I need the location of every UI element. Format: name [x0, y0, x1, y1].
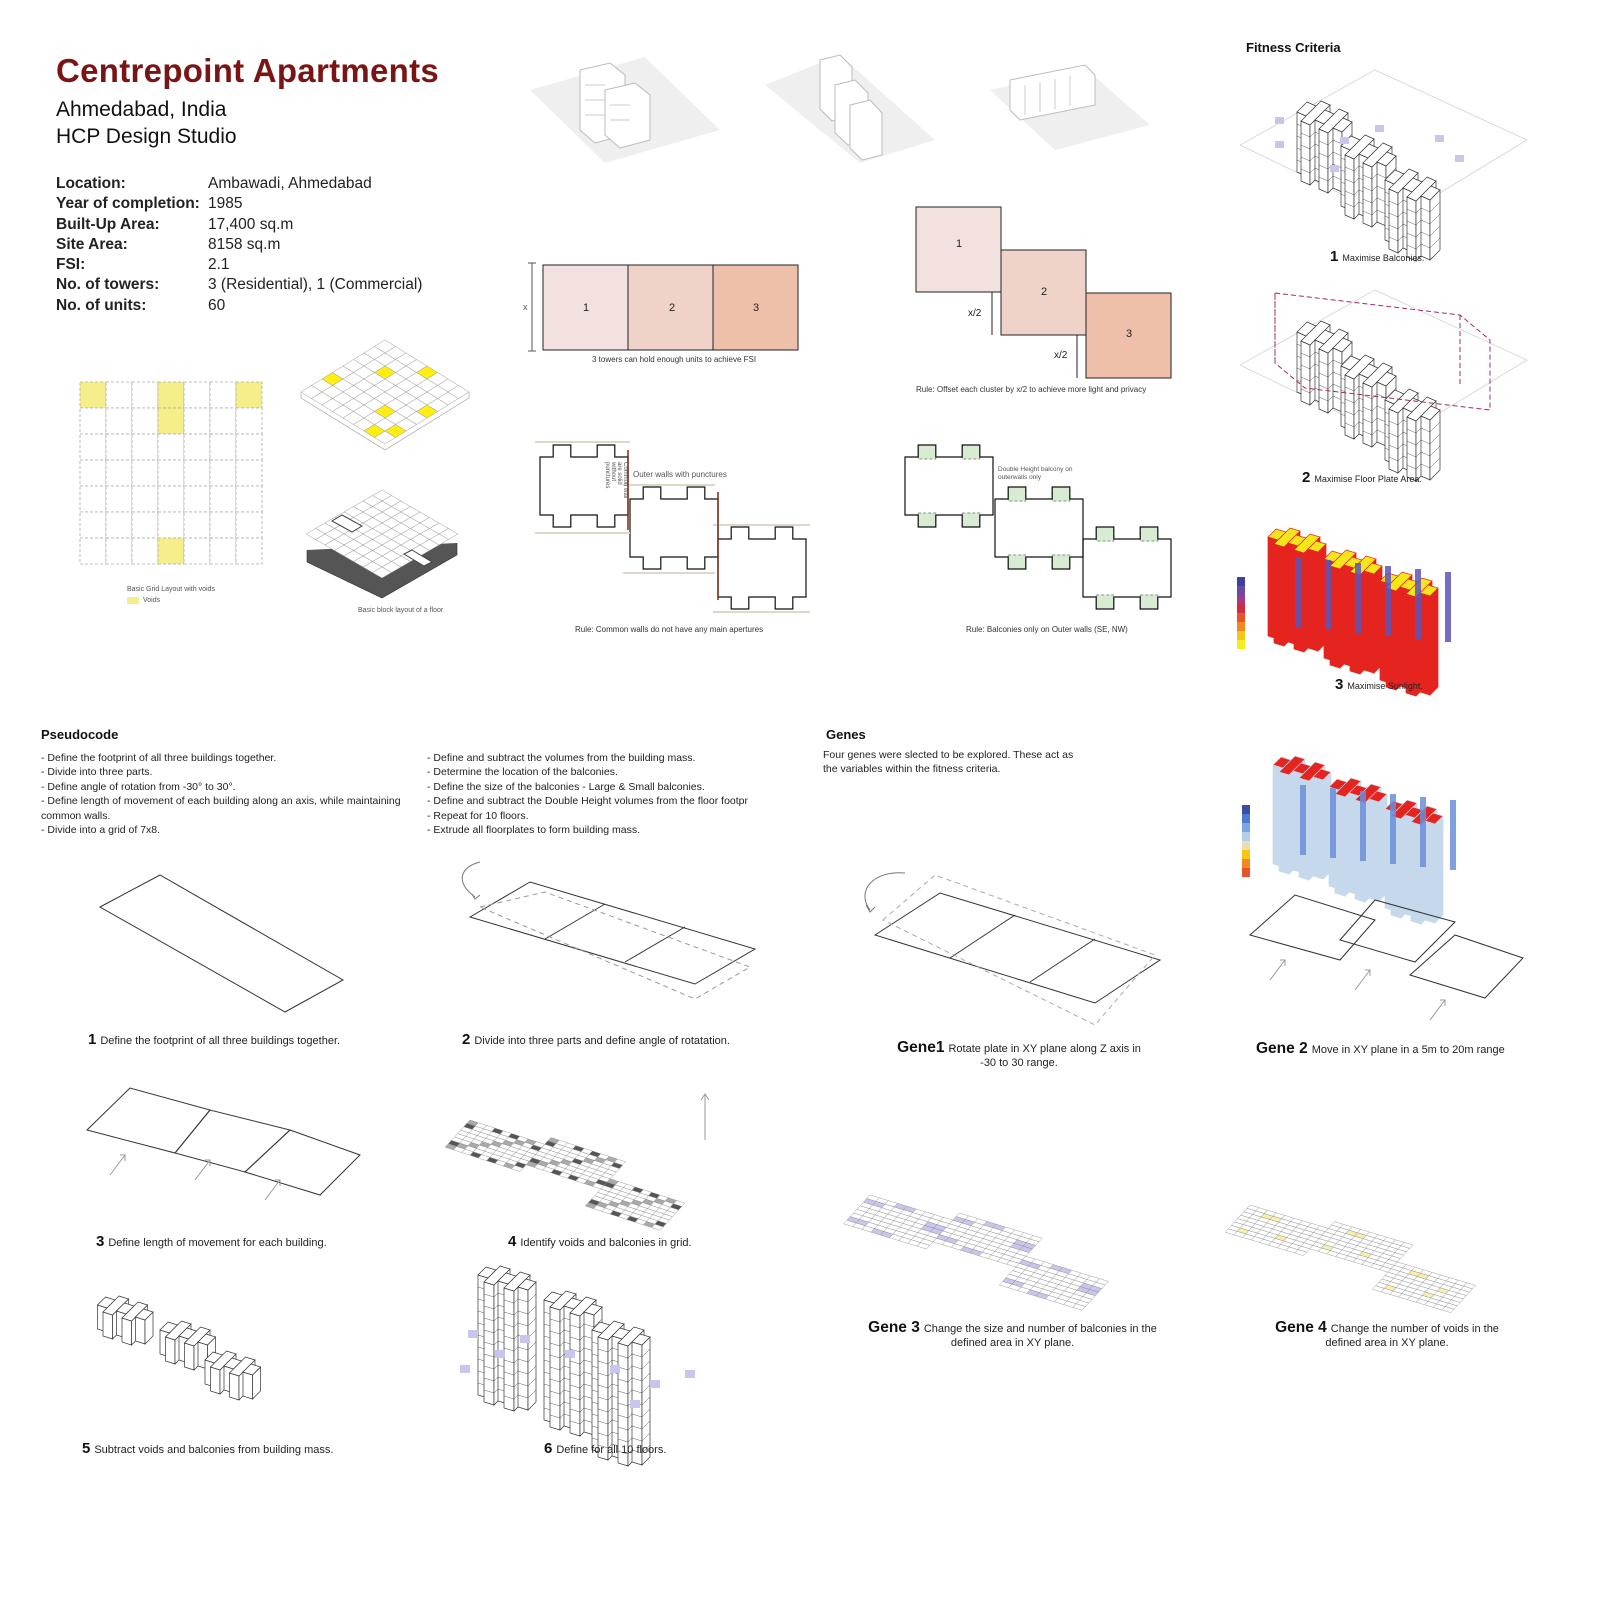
info-value: Ambawadi, Ahmedabad	[208, 175, 372, 192]
project-info	[56, 174, 422, 316]
fitness-floorplate-diagram	[1235, 285, 1530, 455]
step-caption: 5 Subtract voids and balconies from building mass.	[82, 1440, 334, 1457]
dim-x-label: x	[523, 302, 528, 312]
common-walls-diagram	[535, 440, 815, 620]
info-label: No. of towers:	[56, 276, 160, 294]
step-caption: 4 Identify voids and balconies in grid.	[508, 1233, 692, 1250]
pseudocode-col2: - Define and subtract the volumes from the building mass. - Determine the location of the balconies. - Define the size of the balconies - Large & Small balconies. - Define and subtract the Double Height volumes from the floor footpr - Repeat for 10 floors. - Extrude all floorplates to form building mass.	[427, 752, 748, 837]
fitness-balconies-diagram	[1235, 65, 1530, 230]
void-legend	[127, 597, 160, 604]
gene-caption: Gene 3 Change the size and number of balconies in the defined area in XY plane.	[868, 1319, 1157, 1349]
outer-walls-label: Outer walls with punctures	[633, 470, 727, 479]
info-label: Site Area:	[56, 235, 128, 253]
block-layout-caption: Basic block layout of a floor	[358, 607, 444, 614]
step-caption: 2 Divide into three parts and define angle of rotatation.	[462, 1031, 730, 1048]
fitness-item: 3 Maximise Sunlight.	[1335, 676, 1423, 693]
void-legend-label: Voids	[143, 597, 161, 604]
fitness-sunlight-heatmap	[1235, 517, 1490, 657]
balcony-caption: Rule: Balconies only on Outer walls (SE, NW)	[966, 625, 1128, 634]
cluster-label: 2	[1041, 286, 1048, 298]
pseudocode-col1: - Define the footprint of all three buildings together. - Divide into three parts. - Define angle of rotation from -30° to 30°. - Define length of movement of each building along an axis, while maintaining common walls. - Divide into a grid of 7x8.	[41, 752, 401, 837]
info-value: 17,400 sq.m	[208, 215, 294, 233]
dim-half-label: x/2	[968, 308, 982, 319]
step3-movement-diagram	[85, 1085, 365, 1215]
fitness-title: Fitness Criteria	[1246, 40, 1341, 55]
step5-subtracted-mass-diagram	[75, 1290, 360, 1425]
info-label: Location:	[56, 175, 126, 192]
step1-footprint-diagram	[95, 870, 350, 1015]
info-label: No. of units:	[56, 296, 147, 314]
step-caption: 6 Define for all 10 floors.	[544, 1440, 667, 1457]
page-subtitle	[56, 96, 237, 150]
tower-label: 2	[669, 302, 676, 314]
info-value: 2.1	[208, 256, 230, 274]
towers-caption: 3 towers can hold enough units to achieve FSI	[592, 355, 757, 364]
info-value: 8158 sq.m	[208, 235, 281, 253]
massing-render-2	[760, 45, 940, 160]
cluster-label: 1	[956, 238, 963, 250]
three-towers-diagram	[520, 258, 805, 363]
massing-render-3	[985, 60, 1155, 155]
step4-voids-grid-diagram	[460, 1090, 740, 1205]
tower-label: 1	[583, 302, 590, 314]
common-wall-label: Common wall are solid without punctures	[604, 462, 628, 499]
grid-plan-diagram	[80, 382, 262, 564]
step-caption: 1 Define the footprint of all three buildings together.	[88, 1031, 341, 1048]
grid-plan-caption: Basic Grid Layout with voids	[127, 586, 215, 593]
balcony-label: Double Height balcony on outerwalls only	[998, 466, 1073, 481]
subtitle-location: Ahmedabad, India	[56, 98, 227, 121]
tower-label: 3	[753, 302, 760, 314]
walls-caption: Rule: Common walls do not have any main apertures	[575, 625, 764, 634]
genes-title: Genes	[826, 727, 866, 742]
step-caption: 3 Define length of movement for each building.	[96, 1233, 327, 1250]
gene1-rotate-diagram	[855, 865, 1165, 1030]
fitness-item: 2 Maximise Floor Plate Area.	[1302, 469, 1422, 486]
massing-render-1	[525, 45, 725, 160]
info-label: FSI:	[56, 256, 86, 274]
pseudocode-title: Pseudocode	[41, 727, 119, 742]
gene-sunlight-heatmap	[1240, 745, 1495, 865]
dim-half-label: x/2	[1054, 350, 1068, 361]
genes-intro: Four genes were slected to be explored. These act as the variables within the fitness criteria.	[823, 749, 1074, 776]
info-value: 1985	[208, 195, 243, 213]
gene-caption: Gene 2 Move in XY plane in a 5m to 20m range	[1256, 1040, 1505, 1057]
fitness-item: 1 Maximise Balconies.	[1330, 248, 1425, 265]
page-title: Centrepoint Apartments	[56, 52, 440, 89]
subtitle-studio: HCP Design Studio	[56, 125, 237, 148]
gene3-balconies-grid	[855, 1175, 1165, 1290]
gene-caption: Gene 4 Change the number of voids in the defined area in XY plane.	[1275, 1319, 1499, 1349]
iso-block-layout-diagram	[302, 490, 462, 600]
void-swatch	[127, 597, 139, 604]
gene4-voids-grid	[1235, 1185, 1530, 1300]
cluster-label: 3	[1126, 328, 1133, 340]
info-label: Built-Up Area:	[56, 215, 160, 233]
info-value: 3 (Residential), 1 (Commercial)	[208, 276, 423, 294]
iso-grid-voids-diagram	[290, 340, 475, 460]
info-value: 60	[208, 296, 226, 314]
offset-caption: Rule: Offset each cluster by x/2 to achieve more light and privacy	[916, 385, 1147, 394]
step6-ten-floors-diagram	[450, 1255, 745, 1440]
step2-divide-rotate-diagram	[450, 862, 760, 1007]
gene-caption: Gene1 Rotate plate in XY plane along Z axis in -30 to 30 range.	[897, 1039, 1141, 1069]
gene2-move-diagram	[1245, 890, 1530, 1025]
info-label: Year of completion:	[56, 195, 200, 213]
